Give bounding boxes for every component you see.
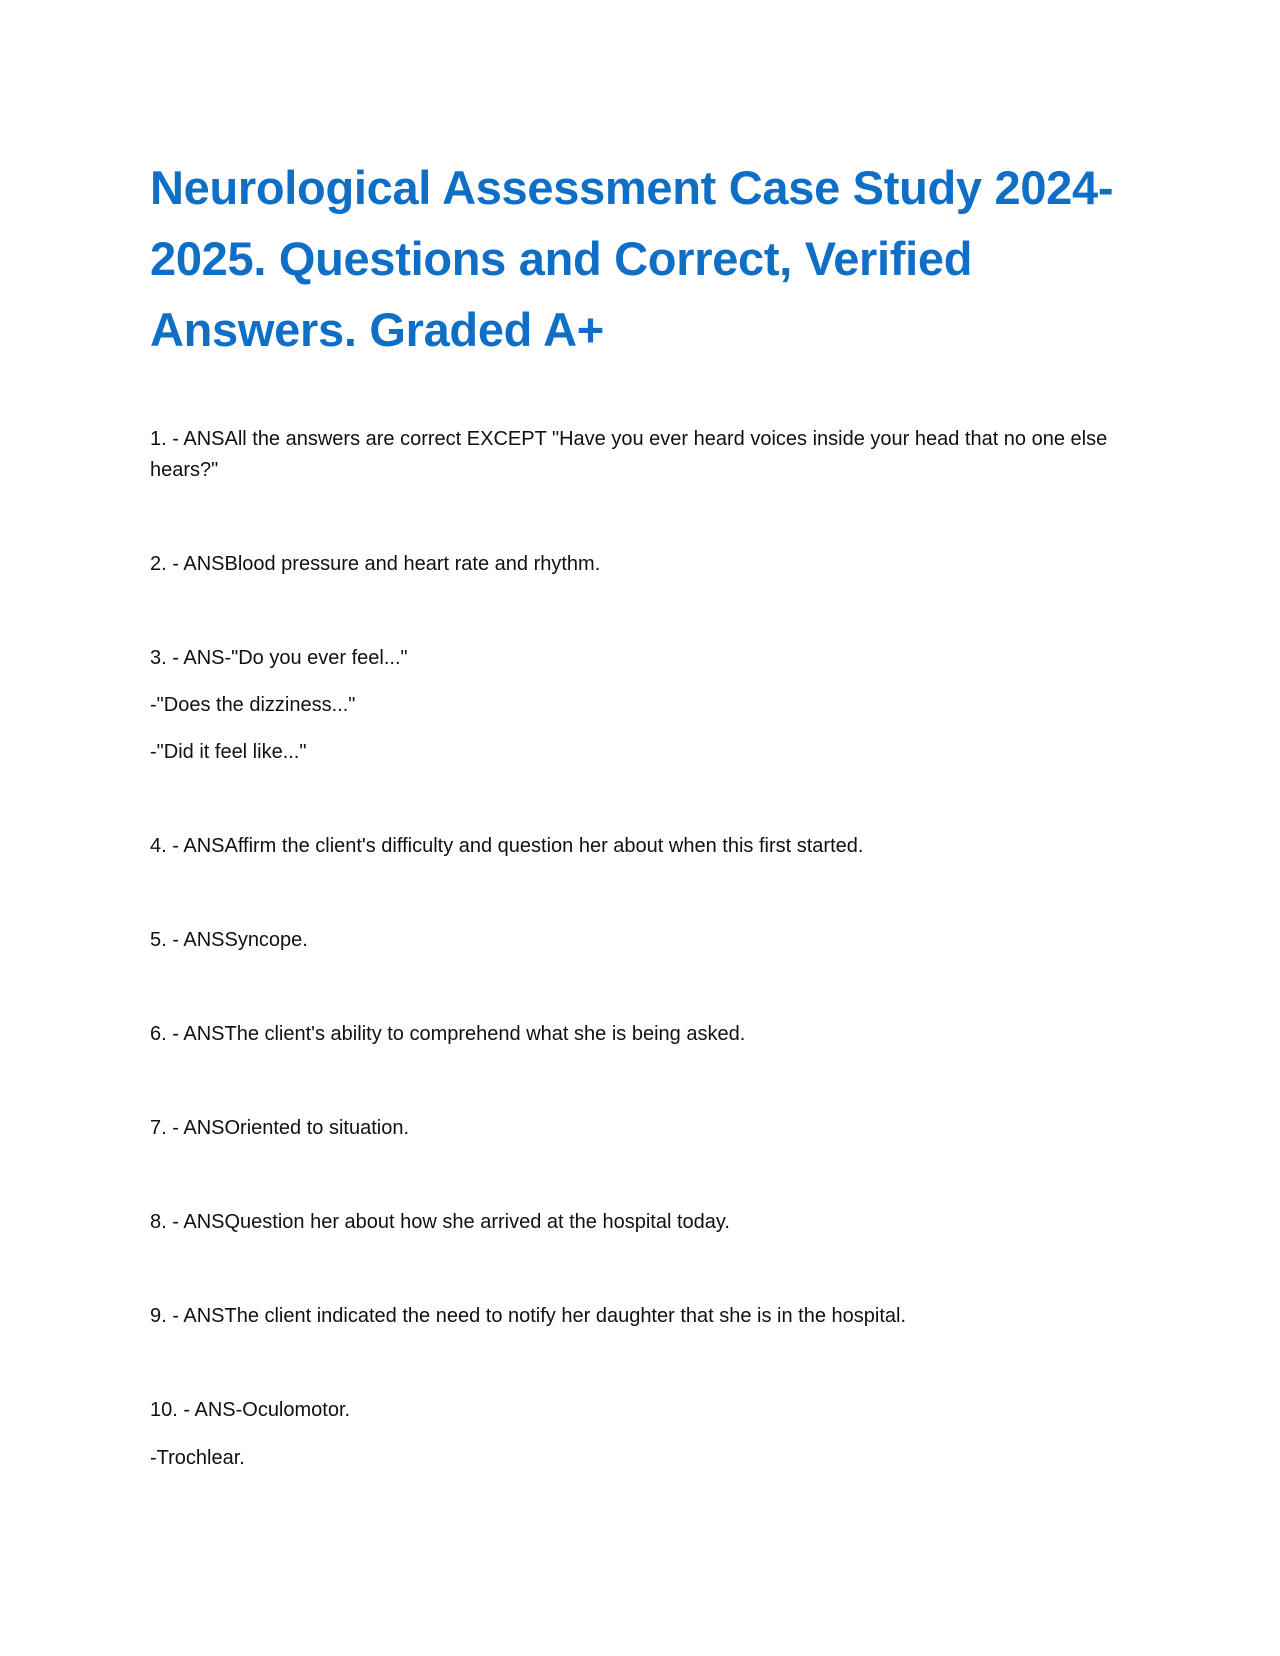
answer-10-line-2: -Trochlear. xyxy=(150,1447,245,1469)
answer-6: 6. - ANSThe client's ability to comprehend what she is being asked. xyxy=(150,1023,746,1045)
answer-3: 3. - ANS-"Do you ever feel..." xyxy=(150,647,408,669)
answer-4: 4. - ANSAffirm the client's difficulty and question her about when this first started. xyxy=(150,835,864,857)
answer-7: 7. - ANSOriented to situation. xyxy=(150,1117,410,1139)
answer-9: 9. - ANSThe client indicated the need to notify her daughter that she is in the hospital. xyxy=(150,1305,907,1327)
answer-8: 8. - ANSQuestion her about how she arrived at the hospital today. xyxy=(150,1211,730,1233)
answer-5: 5. - ANSSyncope. xyxy=(150,929,308,951)
answer-1: 1. - ANSAll the answers are correct EXCEPT "Have you ever heard voices inside your head that no one else hears?" xyxy=(150,428,1108,481)
title-line: 2025. Questions and Correct, Verified xyxy=(150,232,973,285)
title-line: Neurological Assessment Case Study 2024- xyxy=(150,161,1114,214)
answer-10: 10. - ANS-Oculomotor. xyxy=(150,1399,351,1421)
answer-2: 2. - ANSBlood pressure and heart rate and rhythm. xyxy=(150,553,601,575)
document-title xyxy=(150,152,1130,365)
answer-3-line-2: -"Does the dizziness..." xyxy=(150,694,356,716)
answer-3-line-3: -"Did it feel like..." xyxy=(150,741,307,763)
title-line: Answers. Graded A+ xyxy=(150,303,604,356)
